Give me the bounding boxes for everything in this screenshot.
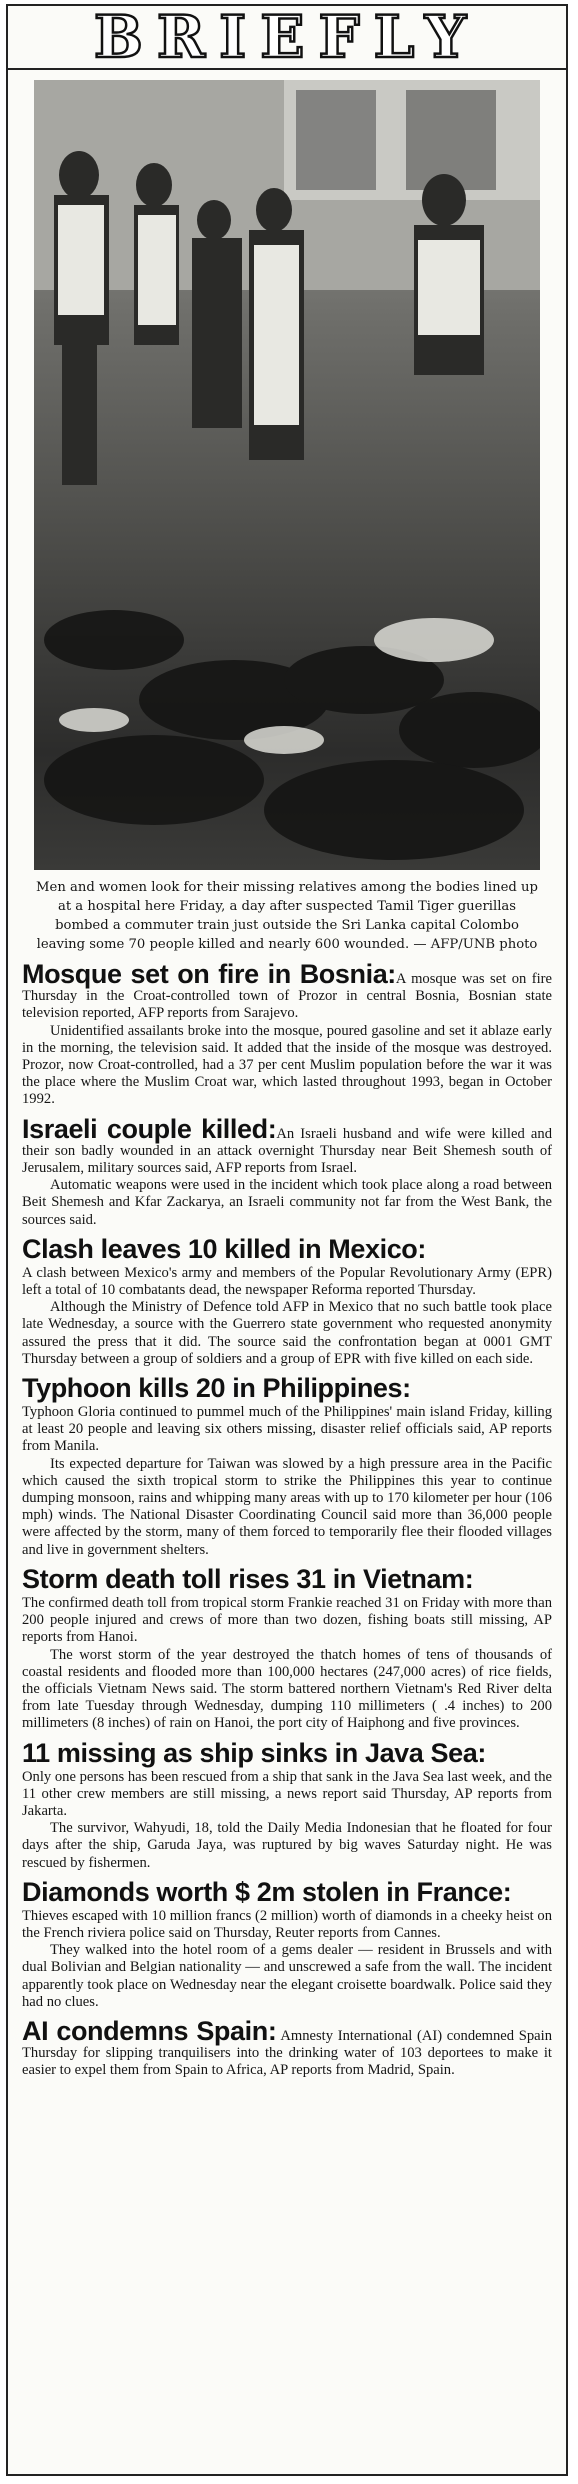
news-photo-icon	[34, 80, 540, 870]
photo-caption: Men and women look for their missing relatives among the bodies lined up at a hospital here Friday, a day after suspected Tamil Tiger guerillas bombed a commuter train just outside the Sri Lanka capital Colombo leaving some 70 people killed and nearly 600 wounded. — AFP/UNB photo	[36, 880, 538, 952]
story-paragraph: Unidentified assailants broke into the mosque, poured gasoline and set it ablaze early in the morning, the television said. It added that the inside of the mosque was destroyed. Prozor, now Croat-controlled, had a 37 per cent Muslim population before the war it was the place where the Muslim Croat war, which lasted throughout 1993, began in October 1992.	[22, 1022, 552, 1108]
masthead-title: BRIEFLY	[93, 3, 481, 71]
story-lead: A clash between Mexico's army and members of the Popular Revolutionary Army (EPR) left a total of 10 combatants dead, the newspaper Reforma reported Thursday.	[22, 1264, 552, 1299]
story-headline: 11 missing as ship sinks in Java Sea:	[22, 1737, 486, 1768]
story-lead: Amnesty International (AI) condemned Spain Thursday for slipping tranquilisers into the drinking water of 103 deportees to make it easier to expel them from Spain to Africa, AP reports from Madrid, Spain.	[22, 2027, 552, 2079]
story-paragraph: The survivor, Wahyudi, 18, told the Daily Media Indonesian that he floated for four days after the ship, Garuda Jaya, was ruptured by big waves Saturday night. He was rescued by fishermen.	[22, 1820, 552, 1871]
story-paragraph: They walked into the hotel room of a gems dealer — resident in Brussels and with dual Bolivian and Belgian nationality — and unscrewed a safe from the wall. The incident apparently took place on Wednesday near the elegant croisette boardwalk. Police said they had no clues.	[22, 1942, 552, 2010]
story-headline: Diamonds worth $ 2m stolen in France:	[22, 1876, 512, 1907]
story-spain	[22, 2017, 552, 2080]
masthead	[8, 3, 566, 71]
briefly-column	[6, 4, 568, 2476]
story-lead: A mosque was set on fire Thursday in the Croat-controlled town of Prozor in central Bosnia, Bosnian state television reported, AFP reports from Sarajevo.	[22, 971, 552, 1022]
story-headline: Typhoon kills 20 in Philippines:	[22, 1373, 411, 1404]
story-lead: The confirmed death toll from tropical storm Frankie reached 31 on Friday with more than 200 people injured and crews of more than two dozen, fishing boats still missing, AP reports from Hanoi.	[22, 1594, 552, 1646]
story-paragraph: The worst storm of the year destroyed the thatch homes of tens of thousands of coastal residents and flooded more than 100,000 hectares (247,000 acres) of rice fields, the officials Vietnam News said. The storm battered northern Vietnam's Red River delta from late Tuesday through Wednesday, dumping 110 millimeters ( .4 inches) to 200 millimeters (8 inches) of rain on Hanoi, the port city of Haiphong and five provinces.	[22, 1646, 552, 1732]
story-headline: Mosque set on fire in Bosnia:	[22, 959, 396, 989]
story-france	[22, 1878, 552, 2011]
story-paragraph: Its expected departure for Taiwan was slowed by a high pressure area in the Pacific which caused the sixth tropical storm to strike the Philippines this year to continue dumping monsoon, rains and whipping many areas with up to 170 kilometer per hour (106 mph) winds. The National Disaster Coordinating Council said more than 36,000 people were affected by the storm, many of them forced to temporarily flee their flooded villages and live in government shelters.	[22, 1455, 552, 1558]
story-java-sea	[22, 1739, 552, 1872]
story-headline: Storm death toll rises 31 in Vietnam:	[22, 1563, 474, 1594]
story-lead: An Israeli husband and wife were killed and their son badly wounded in an attack overnight Thursday near Beit Shemesh south of Jerusalem, military sources said, AFP reports from Israel.	[22, 1125, 552, 1177]
story-paragraph: Automatic weapons were used in the incident which took place along a road between Beit Shemesh and Kfar Zackarya, an Israeli community not far from the West Bank, the sources said.	[22, 1177, 552, 1228]
story-bosnia	[22, 960, 552, 1109]
story-headline: AI condemns Spain:	[22, 2015, 277, 2046]
story-lead: Typhoon Gloria continued to pummel much of the Philippines' main island Friday, killing at least 20 people and leaving six others missing, disaster relief officials said, AP reports from Manila.	[22, 1404, 552, 1455]
story-israel	[22, 1115, 552, 1229]
story-vietnam	[22, 1565, 552, 1733]
story-mexico	[22, 1235, 552, 1368]
story-philippines	[22, 1374, 552, 1559]
story-headline: Israeli couple killed:	[22, 1113, 277, 1144]
story-paragraph: Although the Ministry of Defence told AFP in Mexico that no such battle took place late Wednesday, a source with the Guerrero state government who requested anonymity assured the press that it did. The source said the confrontation began at 0001 GMT Thursday between a group of soldiers and a group of EPR with five killed on each side.	[22, 1299, 552, 1367]
story-headline: Clash leaves 10 killed in Mexico:	[22, 1233, 426, 1264]
story-lead: Thieves escaped with 10 million francs (2 million) worth of diamonds in a cheeky heist on the French riviera police said on Thursday, Reuter reports from Cannes.	[22, 1907, 552, 1941]
photo-illustration	[34, 80, 540, 870]
story-lead: Only one persons has been rescued from a ship that sank in the Java Sea last week, and the 11 other crew members are still missing, a news report said Thursday, AP reports from Jakarta.	[22, 1768, 552, 1819]
